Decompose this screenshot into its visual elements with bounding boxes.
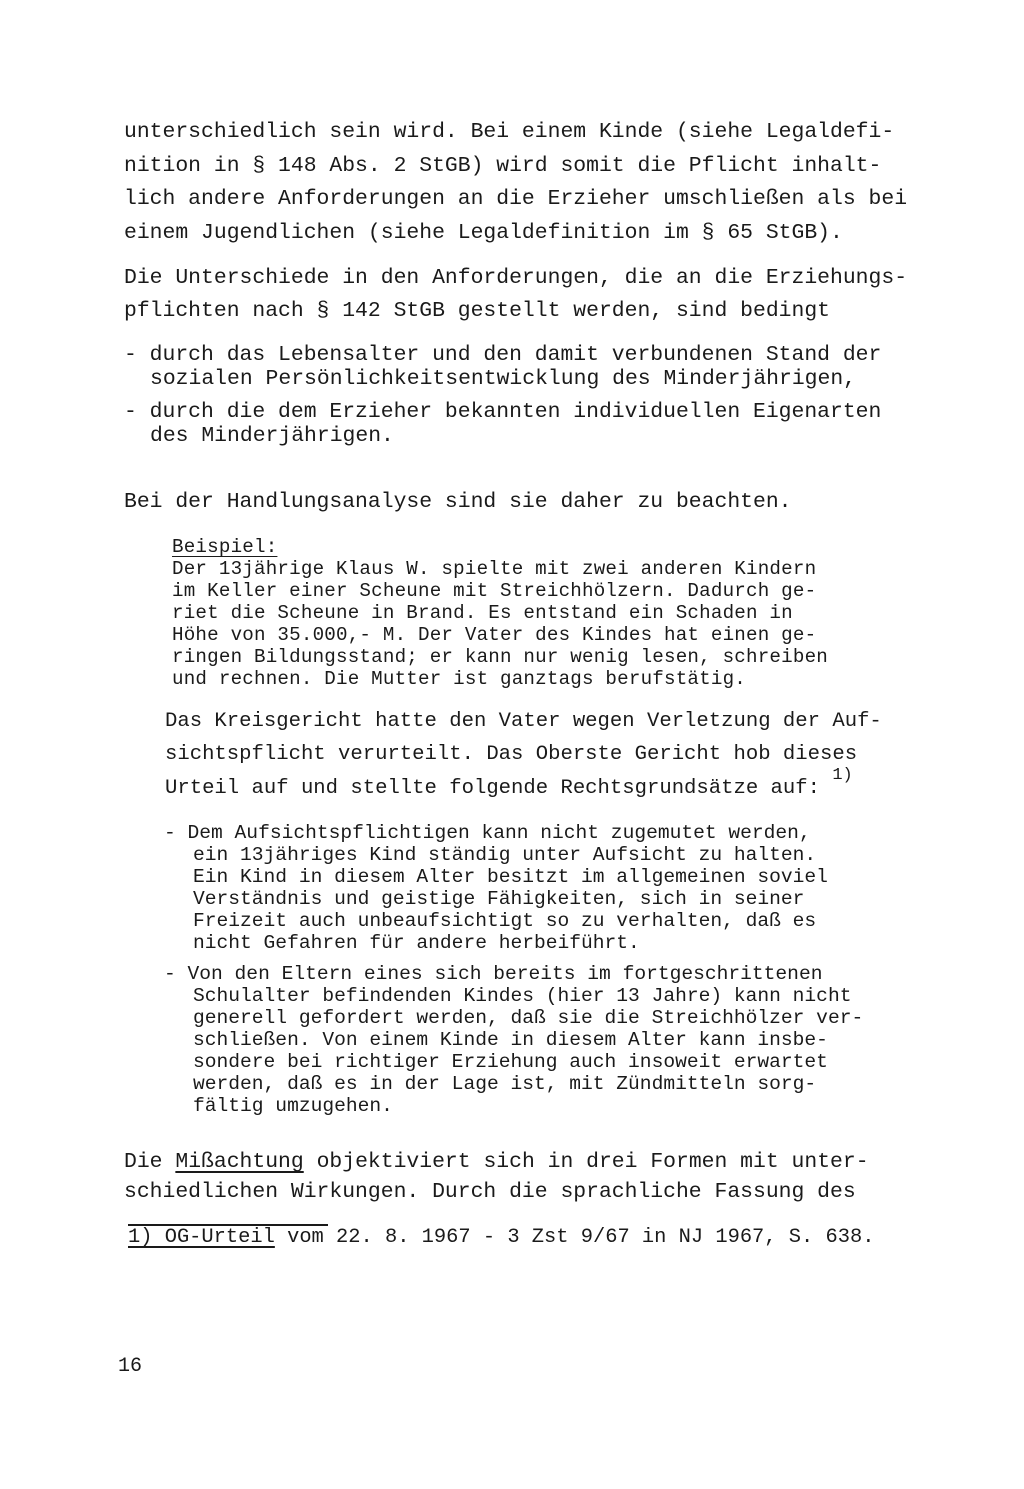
text-line: lich andere Anforderungen an die Erzieher umschließen als bei <box>124 187 908 211</box>
text-line: Bei der Handlungsanalyse sind sie daher zu beachten. <box>124 490 792 514</box>
court-line <box>165 766 853 800</box>
footnote <box>128 1228 874 1248</box>
example-line: im Keller einer Scheune mit Streichhölzern. Dadurch ge- <box>172 580 817 602</box>
page-number: 16 <box>118 1355 143 1378</box>
principle-line: Verständnis und geistige Fähigkeiten, sich in seiner <box>193 888 805 910</box>
text-line <box>124 1152 869 1173</box>
text-lead: Die <box>124 1150 176 1174</box>
principle-line: - Dem Aufsichtspflichtigen kann nicht zugemutet werden, <box>164 822 811 844</box>
text-line: schiedlichen Wirkungen. Durch die sprachliche Fassung des <box>124 1180 856 1204</box>
principle-line: Freizeit auch unbeaufsichtigt so zu verhalten, daß es <box>193 910 817 932</box>
text-line: pflichten nach § 142 StGB gestellt werden, sind bedingt <box>124 299 831 323</box>
footnote-label: 1) OG-Urteil <box>128 1226 275 1249</box>
principle-line: fältig umzugehen. <box>193 1095 393 1117</box>
principle-line: schließen. Von einem Kinde in diesem Alter kann insbe- <box>193 1029 828 1051</box>
list-item-line <box>124 426 394 447</box>
court-line: Das Kreisgericht hatte den Vater wegen Verletzung der Auf- <box>165 710 882 733</box>
text-line: einem Jugendlichen (siehe Legaldefinition im § 65 StGB). <box>124 221 843 245</box>
principle-line: ein 13jähriges Kind ständig unter Aufsicht zu halten. <box>193 844 817 866</box>
underlined-term: Mißachtung <box>175 1150 304 1174</box>
example-line: Der 13jährige Klaus W. spielte mit zwei anderen Kindern <box>172 558 817 580</box>
example-line: Höhe von 35.000,- M. Der Vater des Kindes hat einen ge- <box>172 624 817 646</box>
example-heading: Beispiel: <box>172 536 278 558</box>
footnote-reference: 1) <box>832 766 853 785</box>
principle-line: nicht Gefahren für andere herbeiführt. <box>193 932 640 954</box>
list-item-line <box>124 369 856 390</box>
example-line: und rechnen. Die Mutter ist ganztags berufstätig. <box>172 668 747 690</box>
list-item-line: - durch die dem Erzieher bekannten individuellen Eigenarten <box>124 400 882 424</box>
footnote-text: vom 22. 8. 1967 - 3 Zst 9/67 in NJ 1967, S. 638. <box>274 1226 875 1249</box>
text-rest: objektiviert sich in drei Formen mit unter- <box>303 1150 869 1174</box>
list-item-line: - durch das Lebensalter und den damit verbundenen Stand der <box>124 343 882 367</box>
principle-line: - Von den Eltern eines sich bereits im fortgeschrittenen <box>164 963 823 985</box>
list-item-text: sozialen Persönlichkeitsentwicklung des Minderjährigen, <box>150 367 857 391</box>
court-line-text: Urteil auf und stellte folgende Rechtsgrundsätze auf: <box>165 777 820 800</box>
principle-line: werden, daß es in der Lage ist, mit Zündmitteln sorg- <box>193 1073 817 1095</box>
example-line: riet die Scheune in Brand. Es entstand ein Schaden in <box>172 602 793 624</box>
example-line: ringen Bildungsstand; er kann nur wenig lesen, schreiben <box>172 646 829 668</box>
text-line: nition in § 148 Abs. 2 StGB) wird somit die Pflicht inhalt- <box>124 154 882 178</box>
text-line: Die Unterschiede in den Anforderungen, die an die Erziehungs- <box>124 266 908 290</box>
principle-line: generell gefordert werden, daß sie die Streichhölzer ver- <box>193 1007 864 1029</box>
principle-line: Schulalter befindenden Kindes (hier 13 Jahre) kann nicht <box>193 985 852 1007</box>
principle-line: sondere bei richtiger Erziehung auch insoweit erwartet <box>193 1051 828 1073</box>
text-line: unterschiedlich sein wird. Bei einem Kinde (siehe Legaldefi- <box>124 120 895 144</box>
list-item-text: des Minderjährigen. <box>150 424 394 448</box>
court-line: sichtspflicht verurteilt. Das Oberste Gericht hob dieses <box>165 743 858 766</box>
principle-line: Ein Kind in diesem Alter besitzt im allgemeinen soviel <box>193 866 828 888</box>
